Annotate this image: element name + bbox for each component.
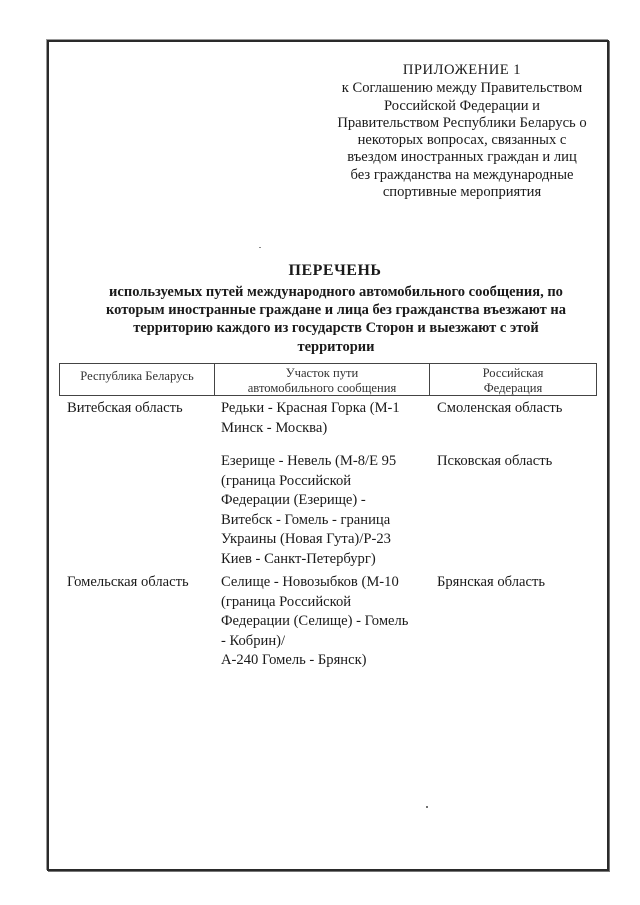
route-line: Редьки - Красная Горка (М-1 [221, 400, 400, 416]
route-line: Витебск - Гомель - граница [221, 511, 391, 528]
header-belarus [60, 364, 215, 395]
subtitle-line: которым иностранные граждане и лица без гражданства въезжают на [106, 302, 566, 319]
appendix-line: некоторых вопросах, связанных с [357, 132, 567, 149]
header-text: Республика Беларусь [80, 369, 194, 383]
appendix-line: к Соглашению между Правительством [341, 80, 583, 97]
table-cell-region-ru: Псковская область [437, 453, 553, 469]
route-line: Федерации (Езерище) - [221, 492, 366, 509]
header-route [215, 364, 430, 395]
route-line: А-240 Гомель - Брянск) [221, 652, 367, 669]
route-line: Минск - Москва) [221, 419, 328, 436]
table-header [59, 363, 597, 396]
appendix-line: Правительством Республики Беларусь о [337, 114, 587, 131]
appendix-line: спортивные мероприятия [382, 184, 542, 201]
table-cell-region-ru: Смоленская область [437, 400, 563, 416]
table-cell-region-by: Гомельская область [67, 574, 189, 590]
route-line: Федерации (Селище) - Гомель [221, 613, 409, 630]
scan-speck [259, 247, 261, 248]
appendix-block [320, 62, 604, 201]
scan-dot [426, 806, 428, 808]
subtitle-line: территорию каждого из государств Сторон и выезжают с этой [133, 320, 539, 337]
list-subtitle [76, 283, 596, 356]
route-line: Украины (Новая Гута)/Р-23 [221, 531, 391, 548]
header-russia [430, 364, 596, 395]
route-line: Селище - Новозыбков (М-10 [221, 574, 399, 590]
appendix-line: Российской Федерации и [384, 97, 540, 114]
appendix-heading: ПРИЛОЖЕНИЕ 1 [402, 62, 522, 78]
appendix-line: въездом иностранных граждан и лиц [347, 149, 577, 166]
subtitle-line: территории [297, 338, 375, 355]
header-text: Участок пути [285, 366, 359, 380]
table-cell-route [221, 573, 426, 671]
table-cell-region-by: Витебская область [67, 400, 183, 416]
route-line: Киев - Санкт-Петербург) [221, 550, 376, 567]
table-cell-route [221, 452, 426, 570]
route-line: Езерище - Невель (М-8/Е 95 [221, 453, 397, 469]
appendix-line: без гражданства на международные [350, 166, 574, 183]
table-cell-region-ru: Брянская область [437, 574, 546, 590]
header-text: автомобильного сообщения [247, 381, 397, 395]
route-line: (граница Российской [221, 472, 352, 489]
subtitle-line: используемых путей международного автомобильного сообщения, по [109, 284, 563, 300]
route-line: - Кобрин)/ [221, 632, 286, 649]
header-text: Федерация [483, 381, 543, 395]
route-line: (граница Российской [221, 593, 352, 610]
table-cell-route [221, 399, 426, 438]
header-text: Российская [482, 366, 544, 380]
list-title: ПЕРЕЧЕНЬ [288, 262, 382, 279]
